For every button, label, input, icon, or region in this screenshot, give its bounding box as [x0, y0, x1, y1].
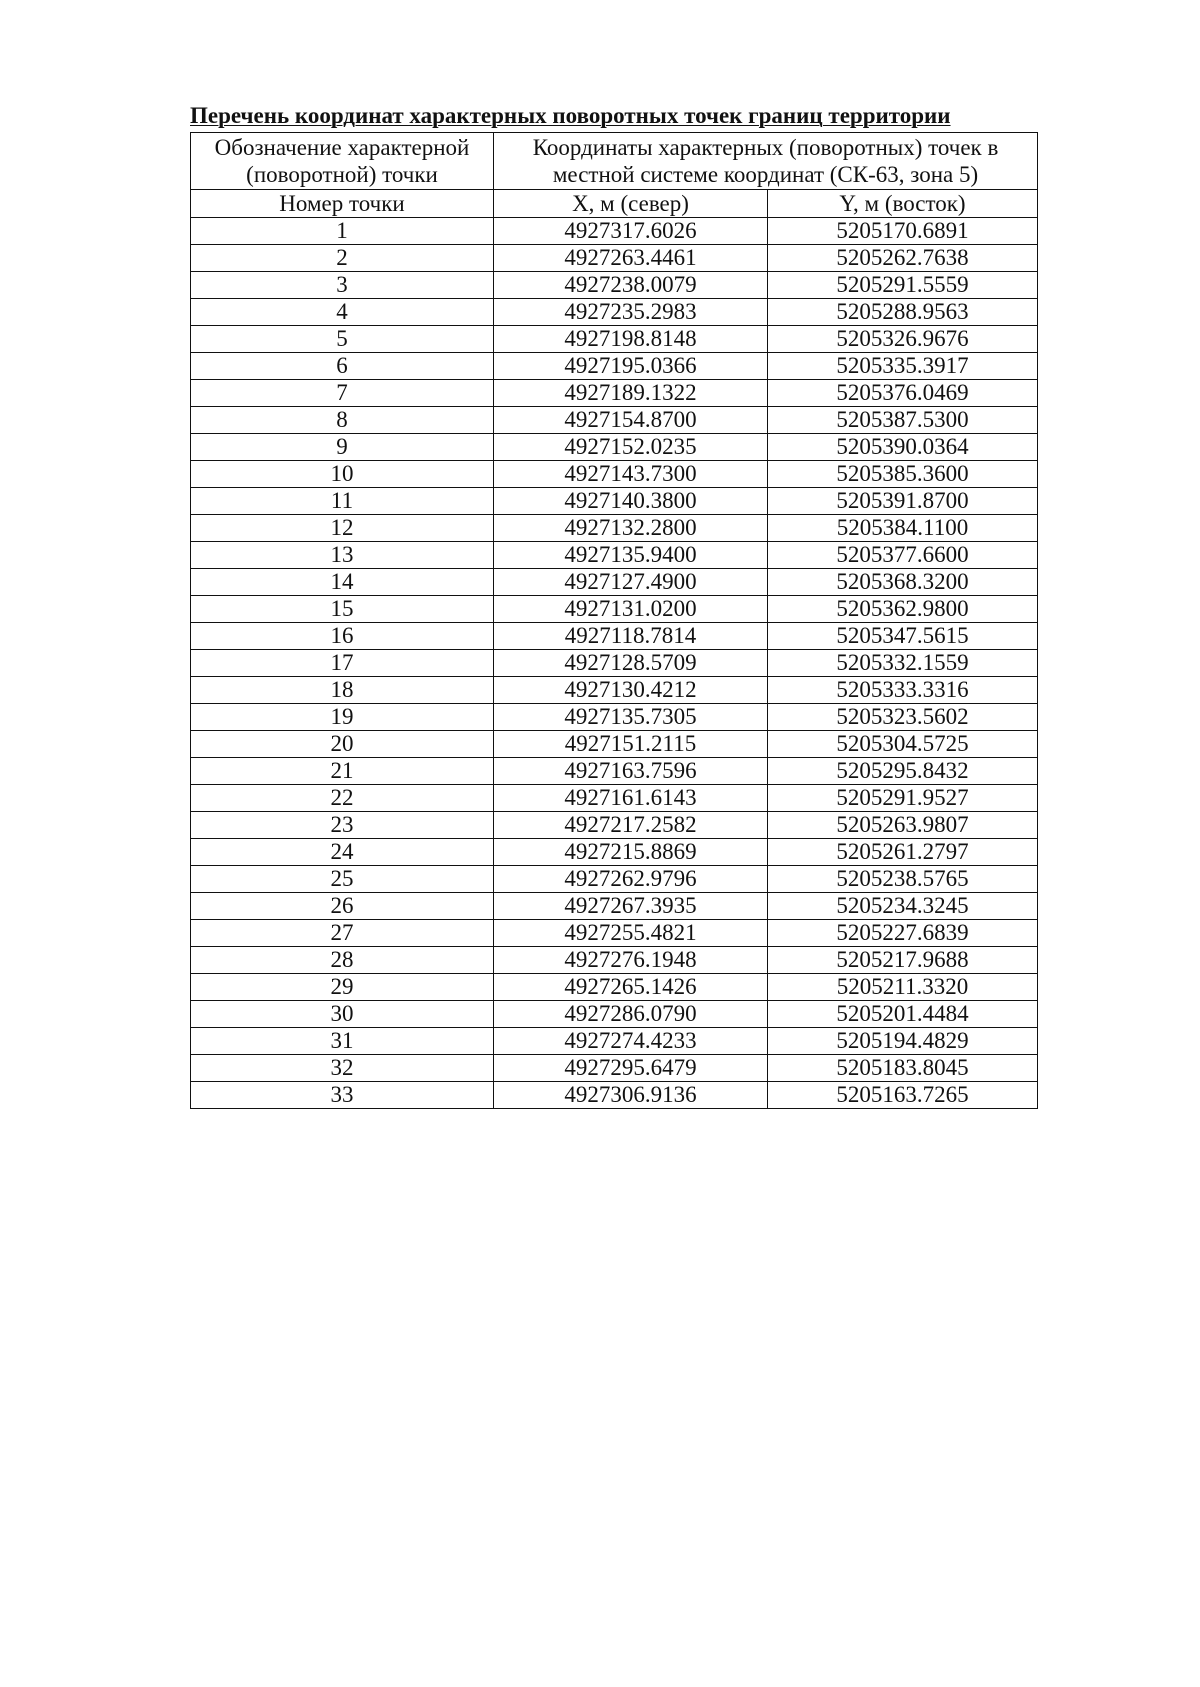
table-row [191, 353, 1038, 380]
x-coordinate-cell: 4927238.0079 [494, 272, 768, 299]
point-number-cell: 33 [191, 1082, 494, 1109]
x-coordinate-cell: 4927189.1322 [494, 380, 768, 407]
point-number-cell: 25 [191, 866, 494, 893]
x-coordinate-cell: 4927265.1426 [494, 974, 768, 1001]
table-row [191, 677, 1038, 704]
x-coordinate-cell: 4927306.9136 [494, 1082, 768, 1109]
point-number-cell: 12 [191, 515, 494, 542]
x-coordinate-cell: 4927118.7814 [494, 623, 768, 650]
x-coordinate-cell: 4927127.4900 [494, 569, 768, 596]
table-row [191, 542, 1038, 569]
y-coordinate-cell: 5205390.0364 [768, 434, 1038, 461]
table-row [191, 299, 1038, 326]
point-number-cell: 23 [191, 812, 494, 839]
y-coordinate-cell: 5205263.9807 [768, 812, 1038, 839]
table-row [191, 461, 1038, 488]
x-coordinate-cell: 4927161.6143 [494, 785, 768, 812]
y-coordinate-cell: 5205288.9563 [768, 299, 1038, 326]
x-coordinate-cell: 4927262.9796 [494, 866, 768, 893]
document-title: Перечень координат характерных поворотных точек границ территории [190, 103, 951, 128]
y-coordinate-cell: 5205183.8045 [768, 1055, 1038, 1082]
y-coordinate-cell: 5205234.3245 [768, 893, 1038, 920]
y-coordinate-cell: 5205387.5300 [768, 407, 1038, 434]
table-row [191, 1001, 1038, 1028]
table-row [191, 407, 1038, 434]
point-number-cell: 8 [191, 407, 494, 434]
table-body [191, 218, 1038, 1109]
y-coordinate-cell: 5205384.1100 [768, 515, 1038, 542]
header-coordinates: Координаты характерных (поворотных) точек в местной системе координат (СК-63, зона 5) [494, 133, 1038, 190]
point-number-cell: 18 [191, 677, 494, 704]
point-number-cell: 10 [191, 461, 494, 488]
table-row [191, 272, 1038, 299]
y-coordinate-cell: 5205217.9688 [768, 947, 1038, 974]
table-row [191, 785, 1038, 812]
point-number-cell: 13 [191, 542, 494, 569]
x-coordinate-cell: 4927163.7596 [494, 758, 768, 785]
header-point-number: Номер точки [191, 190, 494, 218]
table-header-row [191, 133, 1038, 190]
x-coordinate-cell: 4927198.8148 [494, 326, 768, 353]
point-number-cell: 14 [191, 569, 494, 596]
table-row [191, 1055, 1038, 1082]
table-row [191, 218, 1038, 245]
point-number-cell: 28 [191, 947, 494, 974]
table-row [191, 866, 1038, 893]
y-coordinate-cell: 5205347.5615 [768, 623, 1038, 650]
y-coordinate-cell: 5205201.4484 [768, 1001, 1038, 1028]
x-coordinate-cell: 4927132.2800 [494, 515, 768, 542]
table-row [191, 569, 1038, 596]
y-coordinate-cell: 5205261.2797 [768, 839, 1038, 866]
table-row [191, 380, 1038, 407]
point-number-cell: 26 [191, 893, 494, 920]
table-row [191, 974, 1038, 1001]
x-coordinate-cell: 4927128.5709 [494, 650, 768, 677]
point-number-cell: 24 [191, 839, 494, 866]
table-row [191, 488, 1038, 515]
x-coordinate-cell: 4927135.9400 [494, 542, 768, 569]
point-number-cell: 3 [191, 272, 494, 299]
point-number-cell: 6 [191, 353, 494, 380]
point-number-cell: 20 [191, 731, 494, 758]
x-coordinate-cell: 4927235.2983 [494, 299, 768, 326]
y-coordinate-cell: 5205335.3917 [768, 353, 1038, 380]
point-number-cell: 2 [191, 245, 494, 272]
y-coordinate-cell: 5205385.3600 [768, 461, 1038, 488]
point-number-cell: 1 [191, 218, 494, 245]
x-coordinate-cell: 4927130.4212 [494, 677, 768, 704]
x-coordinate-cell: 4927140.3800 [494, 488, 768, 515]
table-row [191, 434, 1038, 461]
table-subheader-row [191, 190, 1038, 218]
table-row [191, 704, 1038, 731]
y-coordinate-cell: 5205170.6891 [768, 218, 1038, 245]
y-coordinate-cell: 5205368.3200 [768, 569, 1038, 596]
x-coordinate-cell: 4927274.4233 [494, 1028, 768, 1055]
y-coordinate-cell: 5205211.3320 [768, 974, 1038, 1001]
point-number-cell: 32 [191, 1055, 494, 1082]
point-number-cell: 5 [191, 326, 494, 353]
table-row [191, 839, 1038, 866]
x-coordinate-cell: 4927317.6026 [494, 218, 768, 245]
y-coordinate-cell: 5205291.5559 [768, 272, 1038, 299]
x-coordinate-cell: 4927295.6479 [494, 1055, 768, 1082]
x-coordinate-cell: 4927217.2582 [494, 812, 768, 839]
point-number-cell: 16 [191, 623, 494, 650]
point-number-cell: 4 [191, 299, 494, 326]
table-row [191, 596, 1038, 623]
header-y: Y, м (восток) [768, 190, 1038, 218]
x-coordinate-cell: 4927151.2115 [494, 731, 768, 758]
y-coordinate-cell: 5205323.5602 [768, 704, 1038, 731]
table-row [191, 812, 1038, 839]
y-coordinate-cell: 5205238.5765 [768, 866, 1038, 893]
table-row [191, 245, 1038, 272]
table-row [191, 650, 1038, 677]
table-row [191, 326, 1038, 353]
table-row [191, 623, 1038, 650]
x-coordinate-cell: 4927154.8700 [494, 407, 768, 434]
table-row [191, 920, 1038, 947]
point-number-cell: 15 [191, 596, 494, 623]
point-number-cell: 21 [191, 758, 494, 785]
x-coordinate-cell: 4927263.4461 [494, 245, 768, 272]
point-number-cell: 9 [191, 434, 494, 461]
y-coordinate-cell: 5205291.9527 [768, 785, 1038, 812]
x-coordinate-cell: 4927143.7300 [494, 461, 768, 488]
table-row [191, 731, 1038, 758]
y-coordinate-cell: 5205391.8700 [768, 488, 1038, 515]
y-coordinate-cell: 5205194.4829 [768, 1028, 1038, 1055]
point-number-cell: 29 [191, 974, 494, 1001]
header-x: X, м (север) [494, 190, 768, 218]
table-row [191, 1028, 1038, 1055]
y-coordinate-cell: 5205326.9676 [768, 326, 1038, 353]
y-coordinate-cell: 5205227.6839 [768, 920, 1038, 947]
point-number-cell: 11 [191, 488, 494, 515]
y-coordinate-cell: 5205333.3316 [768, 677, 1038, 704]
x-coordinate-cell: 4927135.7305 [494, 704, 768, 731]
point-number-cell: 19 [191, 704, 494, 731]
y-coordinate-cell: 5205295.8432 [768, 758, 1038, 785]
y-coordinate-cell: 5205376.0469 [768, 380, 1038, 407]
point-number-cell: 31 [191, 1028, 494, 1055]
point-number-cell: 22 [191, 785, 494, 812]
x-coordinate-cell: 4927131.0200 [494, 596, 768, 623]
table-row [191, 515, 1038, 542]
x-coordinate-cell: 4927215.8869 [494, 839, 768, 866]
y-coordinate-cell: 5205332.1559 [768, 650, 1038, 677]
x-coordinate-cell: 4927286.0790 [494, 1001, 768, 1028]
y-coordinate-cell: 5205362.9800 [768, 596, 1038, 623]
point-number-cell: 30 [191, 1001, 494, 1028]
header-designation: Обозначение характерной (поворотной) точки [191, 133, 494, 190]
point-number-cell: 17 [191, 650, 494, 677]
point-number-cell: 7 [191, 380, 494, 407]
table-row [191, 947, 1038, 974]
x-coordinate-cell: 4927255.4821 [494, 920, 768, 947]
table-row [191, 758, 1038, 785]
y-coordinate-cell: 5205262.7638 [768, 245, 1038, 272]
y-coordinate-cell: 5205304.5725 [768, 731, 1038, 758]
y-coordinate-cell: 5205163.7265 [768, 1082, 1038, 1109]
x-coordinate-cell: 4927195.0366 [494, 353, 768, 380]
x-coordinate-cell: 4927152.0235 [494, 434, 768, 461]
x-coordinate-cell: 4927267.3935 [494, 893, 768, 920]
table-row [191, 1082, 1038, 1109]
table-row [191, 893, 1038, 920]
x-coordinate-cell: 4927276.1948 [494, 947, 768, 974]
coordinates-table [190, 132, 1038, 1109]
y-coordinate-cell: 5205377.6600 [768, 542, 1038, 569]
point-number-cell: 27 [191, 920, 494, 947]
